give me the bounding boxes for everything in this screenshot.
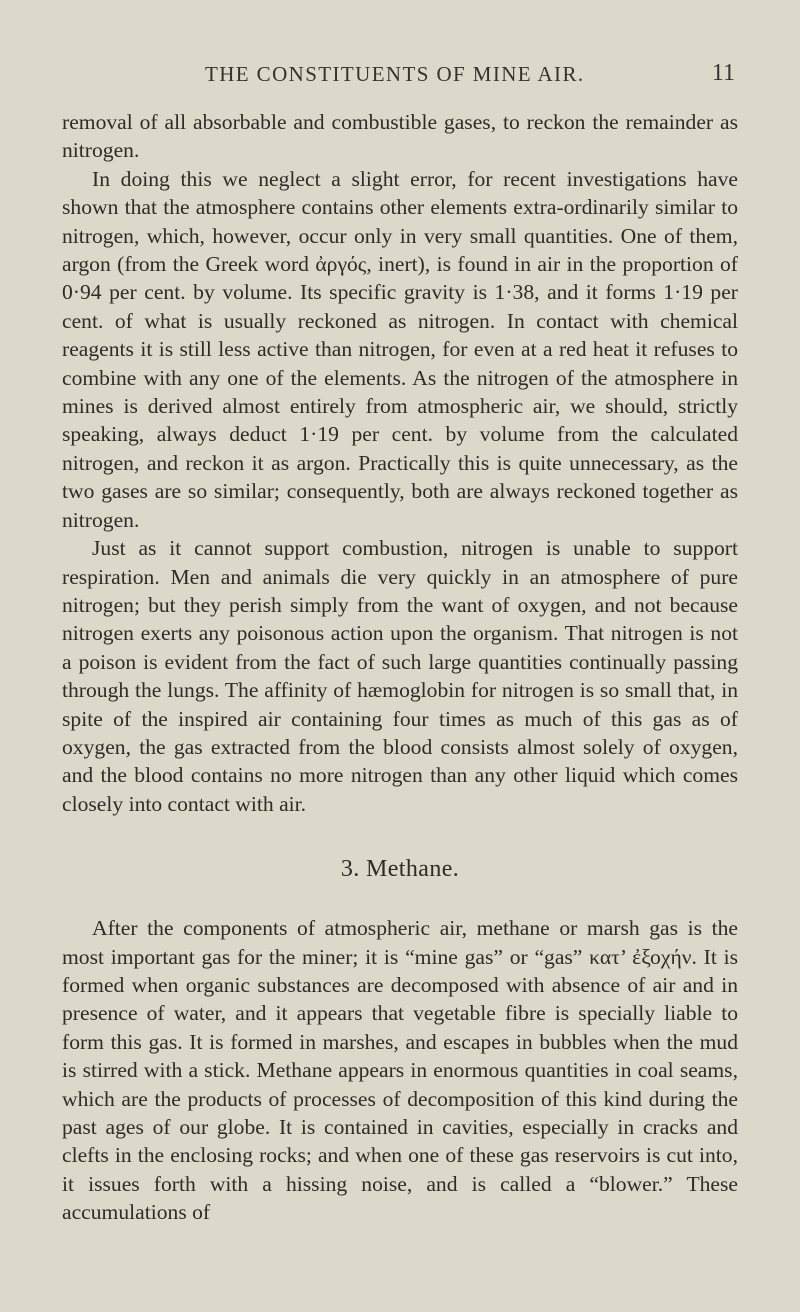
paragraph-argon: In doing this we neglect a slight error, for recent investigations have shown that the atmosphere contains other elements extra-ordinarily similar to nitrogen, which, however, occur only in very small quantities. One of them, argon (from the Greek word ἀργός, inert), is found in air in the proportion of 0·94 per cent. by volume. Its specific gravity is 1·38, and it forms 1·19 per cent. of what is usually reckoned as nitrogen. In contact with chemical reagents it is still less active than nitrogen, for even at a red heat it refuses to combine with any one of the elements. As the nitrogen of the atmosphere in mines is derived almost entirely from atmospheric air, we should, strictly speaking, always deduct 1·19 per cent. by volume from the calculated nitrogen, and reckon it as argon. Practically this is quite unnecessary, as the two gases are so similar; consequently, both are always reckoned together as nitrogen.: [62, 166, 738, 532]
page-number: 11: [711, 60, 735, 86]
body-text: [62, 108, 738, 1227]
section-heading-methane: 3. Methane.: [340, 856, 460, 883]
page-header: [95, 62, 735, 92]
paragraph-continued: removal of all absorbable and combustible gases, to reckon the remainder as nitrogen.: [62, 110, 738, 163]
paragraph-methane: After the components of atmospheric air, methane or marsh gas is the most important gas for the miner; it is “mine gas” or “gas” κατ’ ἐξοχήν. It is formed when organic substances are decomposed with absence of air and in presence of water, and it appears that vegetable fibre is specially liable to form this gas. It is formed in marshes, and escapes in bubbles when the mud is stirred with a stick. Methane appears in enormous quantities in coal seams, which are the products of processes of decomposition of this kind during the past ages of our globe. It is contained in cavities, especially in cracks and clefts in the enclosing rocks; and when one of these gas reservoirs is cut into, it issues forth with a hissing noise, and is called a “blower.” These accumulations of: [62, 916, 738, 1225]
paragraph-respiration: Just as it cannot support combustion, nitrogen is unable to support respiration. Men and animals die very quickly in an atmosphere of pure nitrogen; but they perish simply from the want of oxygen, and not because nitrogen exerts any poisonous action upon the organism. That nitrogen is not a poison is evident from the fact of such large quantities continually passing through the lungs. The affinity of hæmoglobin for nitrogen is so small that, in spite of the inspired air containing four times as much of this gas as of oxygen, the gas extracted from the blood consists almost solely of oxygen, and the blood contains no more nitrogen than any other liquid which comes closely into contact with air.: [62, 536, 738, 816]
running-head: THE CONSTITUENTS OF MINE AIR.: [205, 62, 585, 86]
